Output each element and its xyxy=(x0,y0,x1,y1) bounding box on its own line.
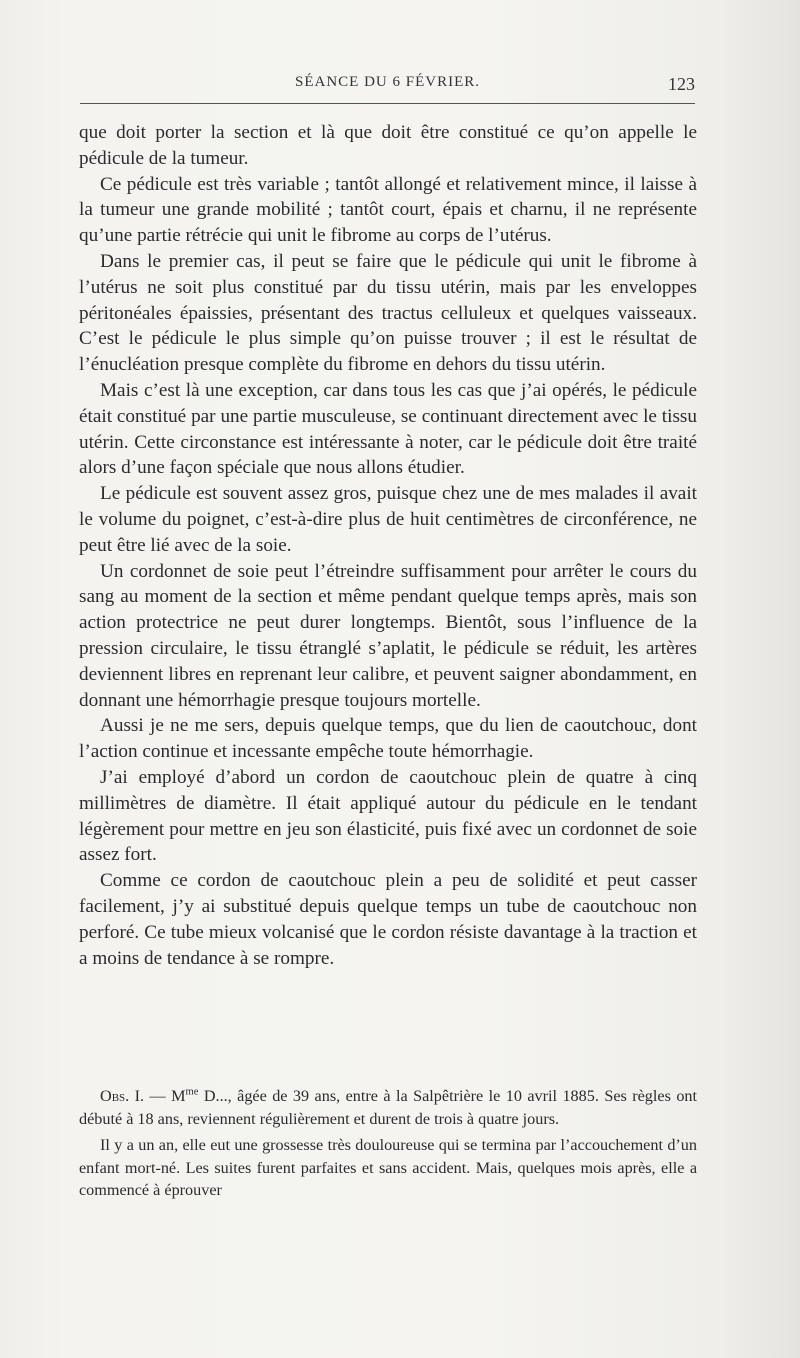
paragraph: Mais c’est là une exception, car dans tous les cas que j’ai opérés, le pédicule était constitué par une partie musculeuse, se continuant directement avec le tissu utérin. Cette circonstance est intéressante à noter, car le pédicule doit être traité alors d’une façon spéciale que nous allons étudier. xyxy=(79,379,697,479)
page-number: 123 xyxy=(668,74,695,94)
observation-label: Obs. I. xyxy=(100,1087,145,1105)
paragraph: Aussi je ne me sers, depuis quelque temps, que du lien de caoutchouc, dont l’action continue et incessante empêche toute hémorrhagie. xyxy=(79,715,697,763)
paragraph: Un cordonnet de soie peut l’étreindre suffisamment pour arrêter le cours du sang au moment de la section et même pendant quelque temps après, mais son action protectrice ne peut durer longtemps. Bientôt, sous l’influence de la pression circulaire, le tissu étranglé s’aplatit, le pédicule se réduit, les artères deviennent libres en reprenant leur calibre, et peuvent saigner abondamment, en donnant une hémorrhagie presque toujours mortelle. xyxy=(79,560,697,711)
patient-title-prefix: M xyxy=(171,1087,186,1105)
patient-title xyxy=(171,1087,198,1105)
header-rule xyxy=(80,103,695,104)
paragraph: J’ai employé d’abord un cordon de caoutchouc plein de quatre à cinq millimètres de diamètre. Il était appliqué autour du pédicule en le tendant légèrement pour mettre en jeu son élasticité, puis fixé avec un cordonnet de soie assez fort. xyxy=(79,766,697,866)
observation-text: D..., âgée de 39 ans, entre à la Salpêtrière le 10 avril 1885. Ses règles ont débuté à 18 ans, reviennent régulièrement et durent de trois à quatre jours. xyxy=(79,1087,698,1128)
observation-paragraph xyxy=(79,1085,697,1130)
paragraph: Dans le premier cas, il peut se faire que le pédicule qui unit le fibrome à l’utérus ne soit plus constitué par du tissu utérin, mais par les enveloppes péritonéales épaissies, présentant des tractus celluleux et quelques vaisseaux. C’est le pédicule le plus simple qu’on puisse trouver ; il est le résultat de l’énucléation presque complète du fibrome en dehors du tissu utérin. xyxy=(79,250,697,376)
running-title: SÉANCE DU 6 FÉVRIER. xyxy=(294,74,480,90)
body-text xyxy=(79,120,697,971)
paragraph: que doit porter la section et là que doit être constitué ce qu’on appelle le pédicule de la tumeur. xyxy=(79,122,697,169)
observation-dash: — xyxy=(149,1087,166,1105)
paragraph: Ce pédicule est très variable ; tantôt allongé et relativement mince, il laisse à la tumeur une grande mobilité ; tantôt court, épais et charnu, il ne représente qu’une partie rétrécie qui unit le fibrome au corps de l’utérus. xyxy=(79,173,697,247)
paragraph: Le pédicule est souvent assez gros, puisque chez une de mes malades il avait le volume du poignet, c’est-à-dire plus de huit centimètres de circonférence, ne peut être lié avec de la soie. xyxy=(79,483,697,556)
paragraph: Comme ce cordon de caoutchouc plein a peu de solidité et peut casser facilement, j’y ai substitué depuis quelque temps un tube de caoutchouc non perforé. Ce tube mieux volcanisé que le cordon résiste davantage à la traction et a moins de tendance à se rompre. xyxy=(79,870,697,969)
observation-block xyxy=(79,1085,697,1202)
patient-title-suffix: me xyxy=(185,1086,199,1098)
observation-paragraph: Il y a un an, elle eut une grossesse très douloureuse qui se termina par l’accouchement d’un enfant mort-né. Les suites furent parfaites et sans accident. Mais, quelques mois après, elle a commencé à éprouver xyxy=(79,1136,697,1200)
page-header xyxy=(80,74,695,98)
